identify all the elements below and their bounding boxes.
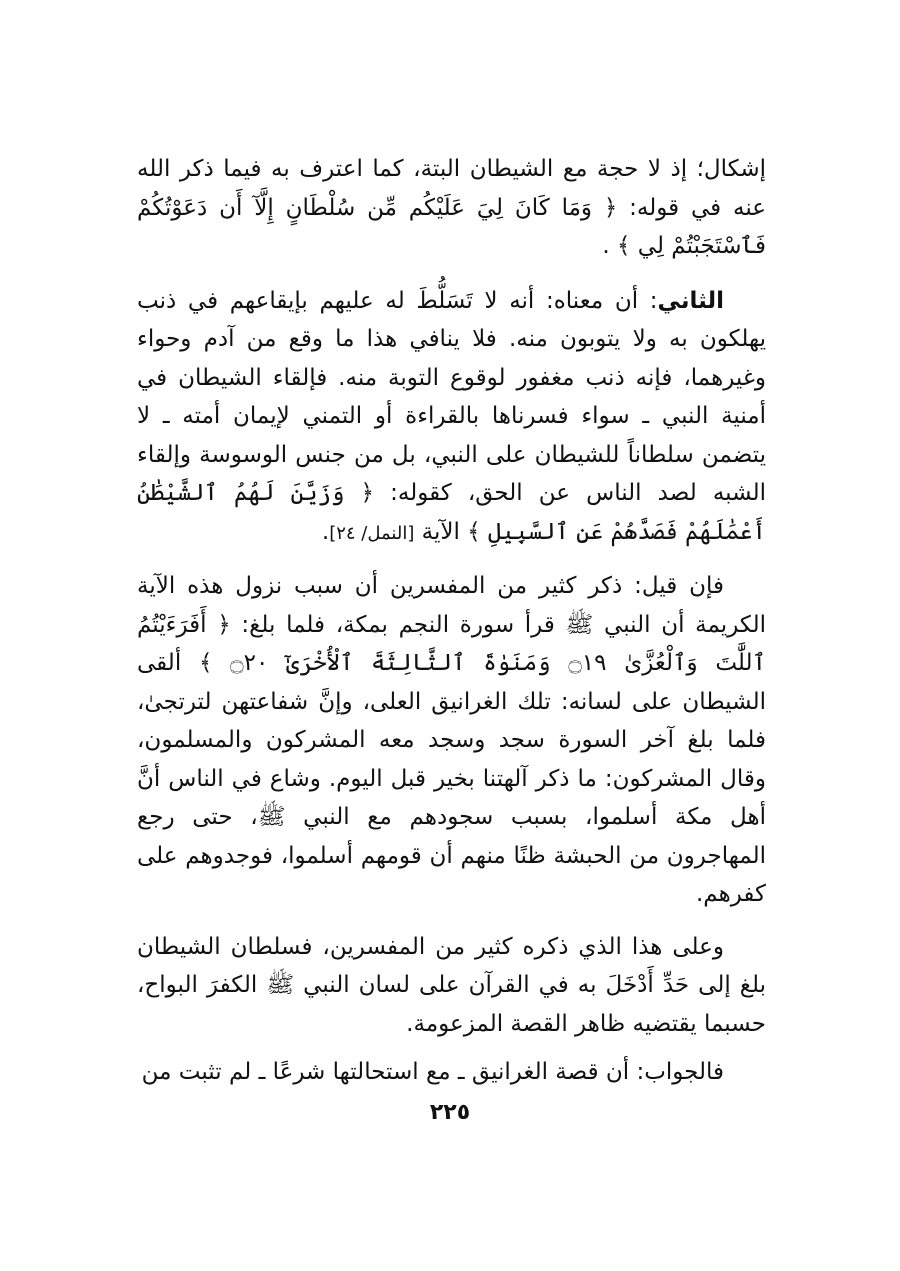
paragraph-3-text: فإن قيل: ذكر كثير من المفسرين أن سبب نزول هذه الآية الكريمة أن النبي ﷺ قرأ سورة النجم بمكة، فلما بلغ: <box>137 573 766 638</box>
paragraph-5 <box>137 1053 766 1092</box>
body-text <box>137 150 766 1092</box>
surah-reference: [النمل/ ٢٤] <box>329 522 415 544</box>
paragraph-1-text: إشكال؛ إذ لا حجة مع الشيطان البتة، كما اعترف به فيما ذكر الله عنه في قوله: <box>137 156 766 221</box>
paragraph-1-end: . <box>602 233 617 259</box>
paragraph-4 <box>137 928 766 1044</box>
paragraph-4-text: وعلى هذا الذي ذكره كثير من المفسرين، فسلطان الشيطان بلغ إلى حَدِّ أَدْخَلَ به في القرآن على لسان النبي ﷺ الكفرَ البواح، حسبما يقتضيه ظاهر القصة المزعومة. <box>137 933 766 1037</box>
paragraph-1 <box>137 150 766 266</box>
paragraph-2 <box>137 282 766 554</box>
paragraph-3-after-verse: ألقى الشيطان على لسانه: تلك الغرانيق العلى، وإنَّ شفاعتهن لترتجىٰ، فلما بلغ آخر السورة سجد وسجد معه المشركون والمسلمون، وقال المشركون: ما ذكر آلهتنا بخير قبل اليوم. وشاع في الناس أنَّ أهل مكة أسلموا، بسبب سجودهم مع النبي ﷺ، حتى رجع المهاجرون من الحبشة ظنًا منهم أن قومهم أسلموا، فوجدوهم على كفرهم. <box>137 650 766 907</box>
paragraph-3 <box>137 567 766 914</box>
quran-verse-1: ﴿ وَمَا كَانَ لِيَ عَلَيْكُم مِّن سُلْطَانٍ إِلَّآ أَن دَعَوْتُكُمْ فَٱسْتَجَبْتُمْ لِي ﴾ <box>137 194 766 259</box>
paragraph-2-label: الثاني <box>657 287 724 314</box>
paragraph-2-text: : أن معناه: أنه لا تَسَلُّطَ له عليهم بإيقاعهم في ذنب يهلكون به ولا يتوبون منه. فلا ينافي هذا ما وقع من آدم وحواء وغيرهما، فإنه ذنب مغفور لوقوع التوبة منه. فإلقاء الشيطان في أمنية النبي ـ سواء فسرناها بالقراءة أو التمني لإيمان أمته ـ لا يتضمن سلطاناً للشيطان على النبي، بل من جنس الوسوسة وإلقاء الشبه لصد الناس عن الحق، كقوله: <box>137 287 767 506</box>
paragraph-2-end: . <box>321 518 330 545</box>
paragraph-5-text: فالجواب: أن قصة الغرانيق ـ مع استحالتها شرعًا ـ لم تثبت من <box>141 1059 724 1085</box>
quran-verse-2: ﴿ وَزَيَّنَ لَهُمُ ٱلشَّيْطَٰنُ أَعْمَٰلَهُمْ فَصَدَّهُمْ عَنِ ٱلسَّبِيلِ ﴾ <box>137 480 766 545</box>
quran-verse-3: ﴿ أَفَرَءَيْتُمُ ٱللَّٰتَ وَٱلْعُزَّىٰ ۝١٩ وَمَنَوٰةَ ٱلثَّالِثَةَ ٱلْأُخْرَىٰٓ ۝٢٠ ﴾ <box>137 611 767 676</box>
page-number: ٢٢٥ <box>429 1100 471 1125</box>
paragraph-2-after-verse: الآية <box>414 518 468 545</box>
